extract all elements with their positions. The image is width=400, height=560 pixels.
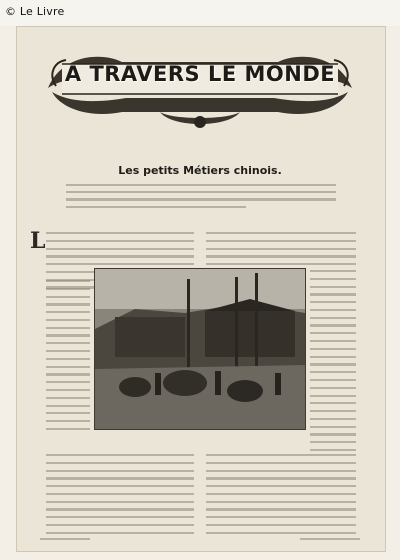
page-footer [40, 538, 360, 540]
body-text-bottom-left [46, 454, 194, 540]
body-text-left-narrow [46, 280, 90, 436]
watermark-text: © Le Livre [5, 5, 65, 18]
body-text-right-narrow [310, 270, 356, 457]
body-text-bottom-right [206, 454, 356, 540]
street-scene-photo [94, 268, 306, 430]
lead-paragraph [66, 184, 336, 213]
article-title: Les petits Métiers chinois. [118, 164, 282, 177]
drop-cap: L [30, 228, 46, 254]
top-strip [0, 0, 400, 26]
dragon-ornament-icon [42, 48, 358, 134]
masthead-banner [42, 48, 358, 134]
banner-title: A TRAVERS LE MONDE [64, 62, 336, 86]
